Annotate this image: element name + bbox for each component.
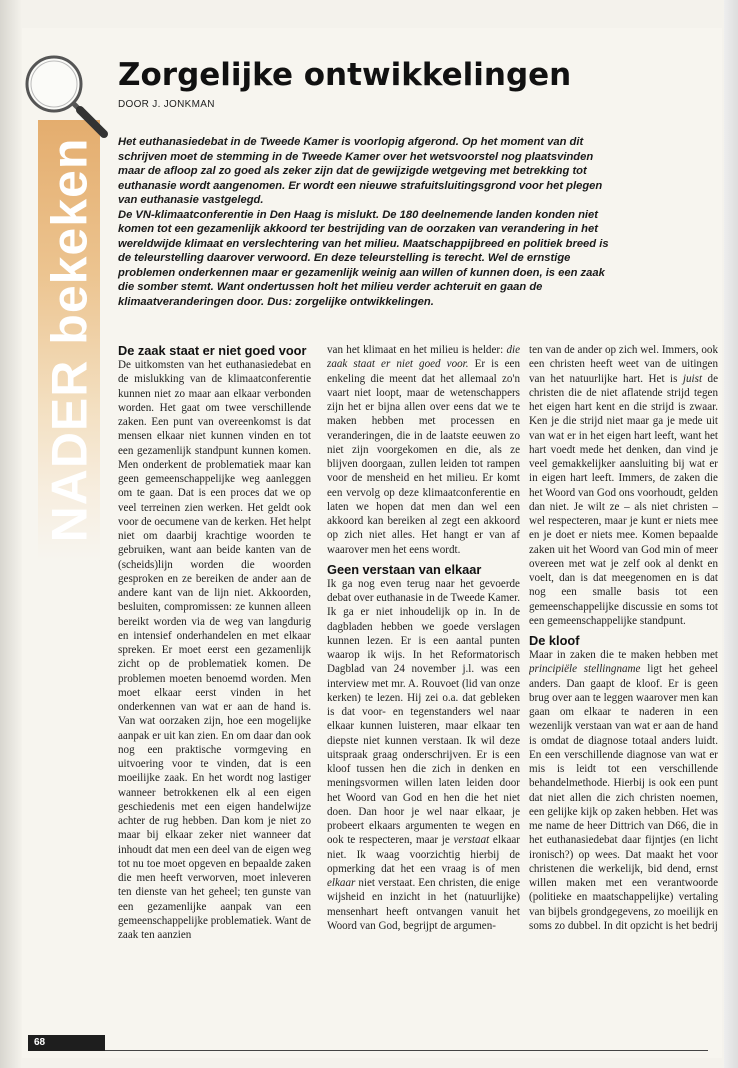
body-paragraph: van het klimaat en het milieu is helder: die zaak staat er niet goed voor. Er is een enkeling die meent dat het allemaal zo'n vaart niet loopt, maar de wetenschappers zijn het er bijna allen over eens dat we te maken hebben met processen en veranderingen, die in de laatste eeuwen zo niet zijn voorgekomen en die, als ze blijven doorgaan, zullen leiden tot rampen voor de mensheid en het milieu. Er komt een vervolg op deze klimaatconferentie en laten we hopen dat men dan wel een akkoord kan bereiken al zegt een akkoord op zich niet alles. Het hangt er van af waarover men het eens wordt. <box>327 344 520 556</box>
section-label-text: NADER bekeken <box>41 137 98 543</box>
section-heading: Geen verstaan van elkaar <box>327 561 482 577</box>
text-column-1 <box>118 343 311 942</box>
body-paragraph: De uitkomsten van het euthanasiedebat en de mislukking van de klimaatconferentie kunnen niet zo maar aan elkaar verbonden worden. Het gaat om twee verschillende zaken. Een punt van overeenkomst is dat mensen elkaar niet kunnen vinden en tot een gezamenlijk standpunt kunnen komen. Men onderkent de problematiek maar kan geen gemeenschappelijke weg aanleggen om te gaan. Dat is een proces dat we op veel terreinen zien werken. Het geldt ook voor de oecumene van de kerken. Het helpt niet om daarbij krachtige woorden te gebruiken, want aan beide kanten van de (scheids)lijn worden die woorden gesproken en ze bereiken de ander aan de andere kant van de lijn niet. Akkoorden, besluiten, compromissen: ze kunnen alleen bereikt worden via de weg van langdurig en intensief onderhandelen en met elkaar spreken. Er moet eerst een gezamenlijk zicht op de problematiek komen. De problemen moeten benoemd worden. Men moet elkaar eerst vinden in het onderkennen van wat er aan de hand is. Van wat oorzaken zijn, hoe een mogelijke aanpak er uit kan zien. En om daar dan ook nog een praktische vormgeving en uitvoering voor te vinden, dat is een moeilijke zaak. En het wordt nog lastiger wanneer betrokkenen elk al een eigen geschiedenis met een eigen handelwijze achter de rug hebben. Dan kom je niet zo maar bij elkaar zeker niet wanneer dat inhoudt dat men een deel van de eigen weg tot nu toe moet opgeven en bepaalde zaken die men heeft verworven, moet inleveren ten dienste van het geheel; ten gunste van een gezamenlijke aanpak van een gemeenschappelijke problematiek. Want de zaak ten aanzien <box>118 359 311 941</box>
body-paragraph: Maar in zaken die te maken hebben met principiële stellingname ligt het geheel anders. Dan gaapt de kloof. Er is geen brug over aan te leggen waarover men kan gaan om elkaar te naderen in een wezenlijk verstaan van wat er aan de hand is omdat de diagnose totaal anders luidt. En een verschillende diagnose van wat er mis is leidt tot een verschillende behandelmethode. Hierbij is ook een punt dat niet allen die zich christen noemen, een gelijke kijk op zaken hebben. Het was me name de heer Dittrich van D66, die in het euthanasiedebat daar fijntjes (en licht ironisch?) op wees. Dat maakt het voor christenen die werkelijk, bid dend, ernst willen maken met een verantwoorde (politieke en maatschappelijke) vertaling van bijbels grondgegevens, zo moeilijk en soms zo dubbel. In dit opzicht is het bedrij <box>529 649 718 932</box>
page-number: 68 <box>28 1035 105 1051</box>
footer-rule <box>28 1050 708 1051</box>
body-paragraph: Ik ga nog even terug naar het gevoerde debat over euthanasie in de Tweede Kamer. Ik ga er niet inhoudelijk op in. In de dagbladen hebben we goede verslagen kunnen lezen. Er is een aantal punten waarop ik wijs. In het Reformatorisch Dagblad van 24 november j.l. was een interview met mr. A. Rouvoet (lid van onze kerken) te lezen. Hij zei o.a. dat gebleken is dat voor- en tegenstanders wel naar elkaar kunnen luisteren, maar elkaar ten diepste niet kunnen verstaan. Ik wil deze uitspraak graag onderschrijven. Er is een kloof tussen hen die zich in denken en meningsvormen willen laten leiden door het Woord van God en hen die het niet doen. Dan hoor je wel naar elkaar, je probeert elkaars argumenten te wegen en ook te respecteren, maar je verstaat elkaar niet. Ik waag voorzichtig hierbij de opmerking dat het een vraag is of men elkaar niet verstaat. Een christen, die enige wijsheid en inzicht in het (natuurlijke) mensenhart heeft ontvangen vanuit het Woord van God, begrijpt de argumen- <box>327 577 521 932</box>
body-paragraph: ten van de ander op zich wel. Immers, ook een christen heeft weet van de uitingen van het natuurlijke hart. Het is juist de christen die de niet aflatende strijd tegen het eigen hart kent en die strijd is zwaar. Ken je die strijd niet maar ga je mede uit van wat er in het eigen hart leeft, want het hart voedt mede het denken, dan vind je veel gemakkelijker aansluiting bij wat er in eigen hart leeft. Immers, de zaken die het Woord van God ons voorhoudt, gelden dan niet. Je wilt ze – als niet christen – wel respecteren, maar je kunt er niets mee en je doet er niets mee. Komen bepaalde zaken uit het Woord van God min of meer overeen met wat je zelf ook al denkt en voelt, dan is dat meegenomen en is dat nog een smalle basis tot een gemeenschappelijke discussie en soms tot een gemeenschappelijke standpunt. <box>529 344 718 627</box>
article-intro <box>118 135 623 309</box>
page-edge-right <box>724 0 738 1068</box>
article-title: Zorgelijke ontwikkelingen <box>118 57 572 93</box>
text-column-2 <box>327 343 520 933</box>
article-byline: DOOR J. JONKMAN <box>118 99 215 110</box>
section-label <box>38 120 100 560</box>
intro-paragraph: De VN-klimaatconferentie in Den Haag is mislukt. De 180 deelnemende landen konden niet komen tot een gezamenlijk akkoord ter bestrijding van de oorzaken van verandering in het wereldwijde klimaat en verslechtering van het milieu. Maatschappijbreed en politiek breed is de teleurstelling daarover verwoord. En deze teleurstelling is terecht. Wel de ernstige problemen onderkennen maar er gezamenlijk weinig aan willen of kunnen doen, is een zaak die somber stemt. Want ondertussen holt het milieu verder achteruit en gaan de klimaatveranderingen door. Dus: zorgelijke ontwikkelingen. <box>118 208 609 308</box>
section-heading: De zaak staat er niet goed voor <box>118 343 307 358</box>
section-heading: De kloof <box>529 633 580 648</box>
text-column-3 <box>529 343 718 1018</box>
intro-paragraph: Het euthanasiedebat in de Tweede Kamer is voorlopig afgerond. Op het moment van dit schrijven moet de stemming in de Tweede Kamer over het wetsvoorstel nog plaatsvinden maar de afloop zal zo goed als zeker zijn dat de gewijzigde wetgeving met betrekking tot euthanasie wordt aangenomen. Er wordt een nieuwe strafuitsluitingsgrond voor het plegen van euthanasie vastgelegd. <box>118 136 603 206</box>
magnifier-icon <box>18 48 118 148</box>
page-shadow-left <box>0 0 22 1068</box>
